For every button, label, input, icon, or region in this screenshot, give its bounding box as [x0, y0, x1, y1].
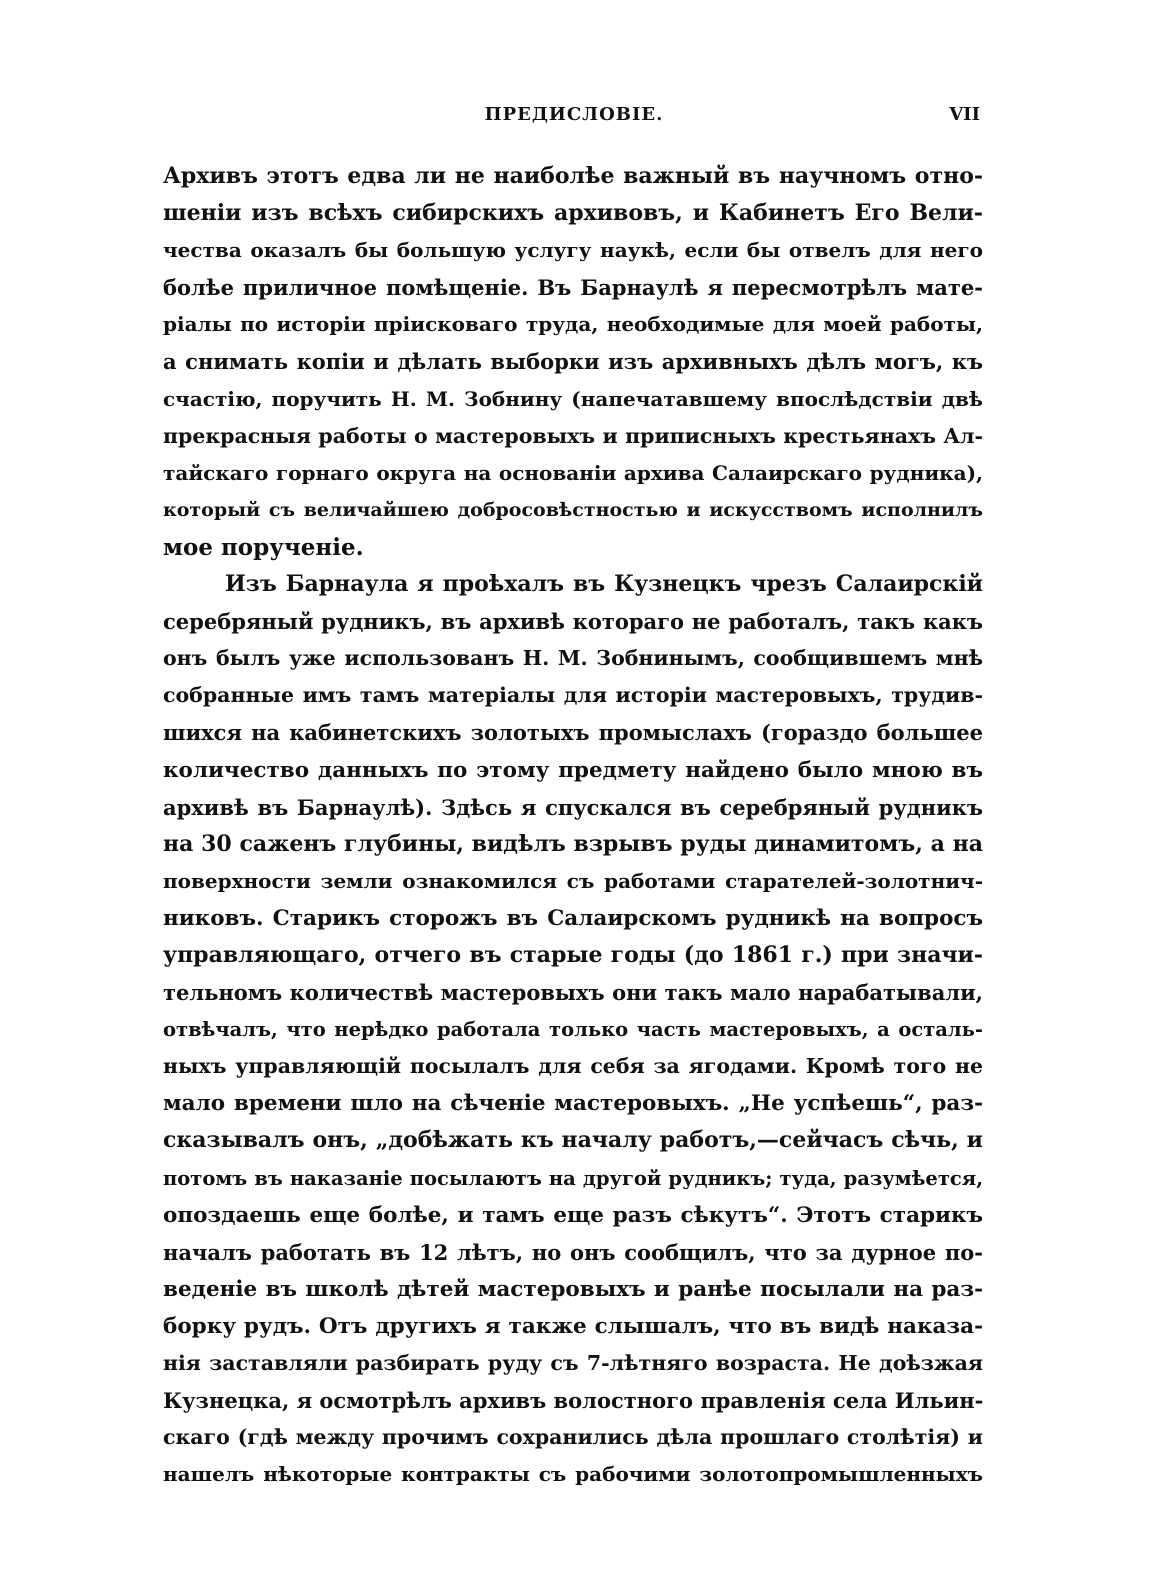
text-line: Архивъ этотъ едва ли не наиболѣе важный въ научномъ отно-: [163, 163, 983, 189]
paragraph: [163, 158, 983, 566]
text-line: началъ работать въ 12 лѣтъ, но онъ сообщилъ, что за дурное по-: [163, 1239, 983, 1265]
text-line: борку рудъ. Отъ другихъ я также слышалъ, что въ видѣ наказа-: [163, 1313, 983, 1339]
body-text: [163, 158, 983, 1493]
text-line: собранные имъ тамъ матеріалы для исторіи мастеровыхъ, трудив-: [163, 683, 983, 708]
text-line: тайскаго горнаго округа на основаніи архива Салаирскаго рудника),: [163, 460, 983, 485]
text-line: онъ былъ уже использованъ Н. М. Зобнинымъ, сообщившемъ мнѣ: [163, 646, 983, 671]
text-line: веденіе въ школѣ дѣтей мастеровыхъ и ранѣе посылали на раз-: [163, 1276, 983, 1302]
text-line: а снимать копіи и дѣлать выборки изъ архивныхъ дѣлъ могъ, къ: [163, 349, 983, 375]
text-line: нія заставляли разбирать руду съ 7-лѣтняго возраста. Не доѣзжая: [163, 1351, 983, 1375]
text-line: который съ величайшею добросовѣстностью и искусствомъ исполнилъ: [163, 498, 983, 521]
text-line: чества оказалъ бы большую услугу наукѣ, если бы отвелъ для него: [163, 238, 983, 263]
text-line: шеніи изъ всѣхъ сибирскихъ архивовъ, и Кабинетъ Его Вели-: [163, 200, 983, 227]
text-line: отвѣчалъ, что нерѣдко работала только часть мастеровыхъ, а осталь-: [163, 1018, 983, 1042]
text-line: на 30 саженъ глубины, видѣлъ взрывъ руды динамитомъ, а на: [163, 830, 983, 857]
text-line: опоздаешь еще болѣе, и тамъ еще разъ сѣкутъ“. Этотъ старикъ: [163, 1202, 983, 1228]
text-line: серебряный рудникъ, въ архивѣ котораго не работалъ, такъ какъ: [163, 609, 983, 635]
text-line: счастію, поручить Н. М. Зобнину (напечатавшему впослѣдствіи двѣ: [163, 386, 983, 411]
text-line: шихся на кабинетскихъ золотыхъ промыслахъ (гораздо большее: [163, 720, 983, 746]
text-line: потомъ въ наказаніе посылаютъ на другой рудникъ; туда, разумѣется,: [163, 1166, 983, 1190]
text-line: сказывалъ онъ, „добѣжать къ началу работъ,—сейчасъ сѣчь, и: [163, 1127, 983, 1154]
text-line: Изъ Барнаула я проѣхалъ въ Кузнецкъ чрезъ Салаирскій: [225, 571, 983, 598]
paragraph: [163, 566, 983, 1493]
text-line: нашелъ нѣкоторые контракты съ рабочими золотопромышленныхъ: [163, 1462, 983, 1487]
text-line: управляющаго, отчего въ старые годы (до 1861 г.) при значи-: [163, 941, 983, 968]
text-line: архивѣ въ Барнаулѣ). Здѣсь я спускался въ серебряный рудникъ: [163, 794, 983, 820]
text-line: прекрасныя работы о мастеровыхъ и приписныхъ крестьянахъ Ал-: [163, 423, 983, 448]
running-title: ПРЕДИСЛОВІЕ.: [484, 104, 664, 125]
text-line: ныхъ управляющій посылалъ для себя за ягодами. Кромѣ того не: [163, 1054, 983, 1079]
text-line: поверхности земли ознакомился съ работами старателей-золотнич-: [163, 868, 983, 893]
text-line: никовъ. Старикъ сторожъ въ Салаирскомъ рудникѣ на вопросъ: [163, 905, 983, 931]
running-head: [168, 104, 980, 134]
text-line: скаго (гдѣ между прочимъ сохранились дѣла прошлаго столѣтія) и: [163, 1425, 983, 1450]
text-line: болѣе приличное помѣщеніе. Въ Барнаулѣ я пересмотрѣлъ мате-: [163, 275, 983, 301]
text-line: мало времени шло на сѣченіе мастеровыхъ. „Не успѣешь“, раз-: [163, 1091, 983, 1117]
text-line: Кузнецка, я осмотрѣлъ архивъ волостного правленія села Ильин-: [163, 1388, 984, 1414]
text-line: тельномъ количествѣ мастеровыхъ они такъ мало нарабатывали,: [163, 980, 983, 1006]
page-number: VII: [949, 104, 980, 125]
text-line: количество данныхъ по этому предмету найдено было мною въ: [163, 757, 983, 783]
text-line: мое порученіе.: [163, 533, 364, 561]
text-line: ріалы по исторіи пріисковаго труда, необходимые для моей работы,: [163, 312, 983, 337]
